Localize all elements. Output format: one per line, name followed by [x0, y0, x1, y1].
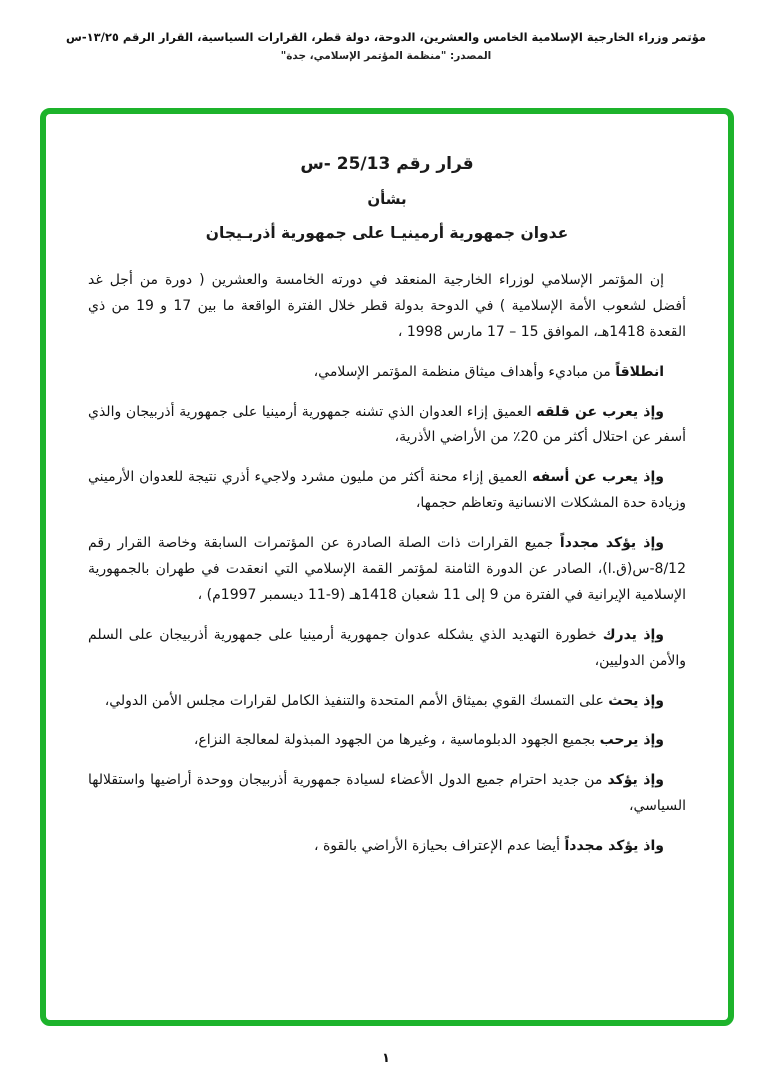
paragraph-text: جميع القرارات ذات الصلة الصادرة عن المؤتمرات السابقة وخاصة القرار رقم 8/12-س(ق.ا)، الصادر عن الدورة الثامنة لمؤتمر القمة الإسلامي التي انعقدت في طهران بالجمهورية الإسلامية الإيرانية في الفترة من 9 إلى 11 شعبان 1418هـ (9-11 ديسمبر 1997م) ، [88, 535, 686, 603]
resolution-body [88, 268, 686, 860]
paragraph-text: أيضا عدم الإعتراف بحيازة الأراضي بالقوة ، [313, 838, 565, 855]
paragraph-text: بجميع الجهود الدبلوماسية ، وغيرها من الجهود المبذولة لمعالجة النزاع، [193, 732, 600, 749]
resolution-content [88, 154, 686, 874]
paragraph-lead: واذ يؤكد مجدداً [564, 838, 664, 855]
paragraph-text: إن المؤتمر الإسلامي لوزراء الخارجية المنعقد في دورته الخامسة والعشرين ( دورة من أجل غد أفضل لشعوب الأمة الإسلامية ) في الدوحة بدولة قطر خلال الفترة الواقعة ما بين 17 و 19 من ذي القعدة 1418هـ، الموافق 15 – 17 مارس 1998 ، [88, 272, 686, 340]
resolution-number: قرار رقم 25/13 -س [300, 154, 474, 174]
paragraph-text: على التمسك القوي بميثاق الأمم المتحدة والتنفيذ الكامل لقرارات مجلس الأمن الدولي، [104, 692, 609, 709]
page-number: ١ [382, 1051, 390, 1066]
body-paragraph [88, 834, 686, 860]
paragraph-text: من جديد احترام جميع الدول الأعضاء لسيادة جمهورية أذربيجان ووحدة أراضيها واستقلالها السياسي، [88, 772, 686, 815]
paragraph-text: العميق إزاء العدوان الذي تشنه جمهورية أرمينيا على جمهورية أذربيجان والذي أسفر عن احتلال أكثر من 20٪ من الأراضي الأذرية، [88, 403, 686, 446]
paragraph-text: من مباديء وأهداف ميثاق منظمة المؤتمر الإسلامي، [313, 363, 616, 380]
header-citation-line: مؤتمر وزراء الخارجية الإسلامية الخامس والعشرين، الدوحة، دولة قطر، القرارات السياسية، القرار الرقم ١٣/٢٥-س [65, 30, 707, 44]
resolution-about-label: بشأن [367, 190, 407, 208]
paragraph-lead: انطلاقاً [615, 363, 664, 380]
paragraph-text: العميق إزاء محنة أكثر من مليون مشرد ولاجيء أذري نتيجة للعدوان الأرميني وزيادة حدة المشكلات الانسانية وتعاظم حجمها، [88, 469, 686, 512]
green-border-frame [40, 108, 734, 1026]
paragraph-lead: وإذ يحث [608, 692, 664, 709]
paragraph-lead: وإذ يرحب [599, 732, 664, 749]
paragraph-lead: وإذ يؤكد مجدداً [559, 535, 664, 552]
body-paragraph [88, 360, 686, 386]
paragraph-lead: وإذ يدرك [602, 626, 665, 643]
header-source-line: المصدر: "منظمة المؤتمر الإسلامي، جدة" [280, 50, 492, 62]
body-paragraph [88, 400, 686, 452]
paragraph-lead: وإذ يؤكد [607, 772, 664, 789]
body-paragraph [88, 268, 686, 346]
body-paragraph [88, 728, 686, 754]
paragraph-lead: وإذ يعرب عن قلقه [536, 403, 664, 420]
body-paragraph [88, 465, 686, 517]
document-header [0, 30, 772, 62]
title-block [88, 154, 686, 242]
resolution-subject: عدوان جمهورية أرمينيـا على جمهورية أذربـيجان [205, 224, 569, 242]
body-paragraph [88, 689, 686, 715]
body-paragraph [88, 531, 686, 609]
paragraph-lead: وإذ يعرب عن أسفه [532, 469, 664, 486]
paragraph-text: خطورة التهديد الذي يشكله عدوان جمهورية أرمينيا على جمهورية أذربيجان على السلم والأمن الدوليين، [88, 626, 686, 669]
body-paragraph [88, 768, 686, 820]
body-paragraph [88, 623, 686, 675]
